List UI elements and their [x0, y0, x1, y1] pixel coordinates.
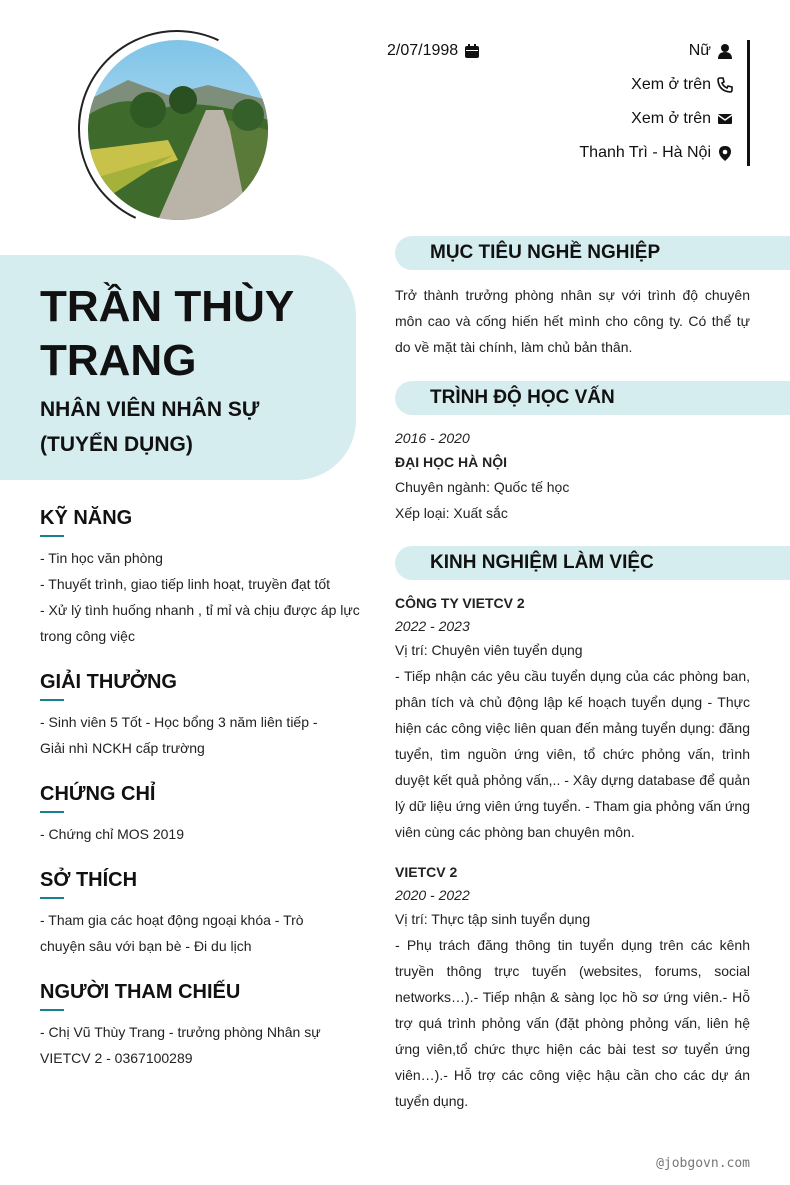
job-company: CÔNG TY VIETCV 2 [395, 595, 525, 611]
objective-header [395, 236, 790, 270]
certificates-text: - Chứng chỉ MOS 2019 [40, 826, 184, 842]
references-text: - Chị Vũ Thùy Trang - trưởng phòng Nhân sự VIETCV 2 - 0367100289 [40, 1024, 321, 1066]
certificates-heading: CHỨNG CHỈ [40, 783, 156, 805]
experience-heading: KINH NGHIỆM LÀM VIỆC [430, 552, 654, 573]
job-title-line-1: NHÂN VIÊN NHÂN SỰ [40, 398, 260, 421]
hobbies-text: - Tham gia các hoạt động ngoại khóa - Trò chuyện sâu với bạn bè - Đi du lịch [40, 912, 304, 954]
certificates-underline [40, 811, 64, 813]
job-period: 2020 - 2022 [395, 887, 470, 903]
awards-underline [40, 699, 64, 701]
gender-text: Nữ [688, 42, 711, 59]
email-row [631, 110, 733, 128]
job-title [40, 392, 259, 462]
phone-text: Xem ở trên [631, 76, 711, 93]
job-entry [395, 860, 750, 1114]
gender-row [689, 42, 733, 60]
email-text: Xem ở trên [631, 110, 711, 127]
calendar-icon [464, 43, 480, 59]
education-grade: Xếp loại: Xuất sắc [395, 505, 508, 521]
hobbies-heading: SỞ THÍCH [40, 869, 138, 891]
contact-block [387, 40, 750, 166]
avatar [88, 40, 268, 220]
address-row [579, 144, 733, 162]
education-major: Chuyên ngành: Quốc tế học [395, 479, 570, 495]
references-heading: NGƯỜI THAM CHIẾU [40, 981, 241, 1003]
education-school: ĐẠI HỌC HÀ NỘI [395, 454, 507, 470]
skill-item: - Tin học văn phòng [40, 550, 163, 566]
job-company: VIETCV 2 [395, 864, 458, 880]
job-position: Vị trí: Chuyên viên tuyển dụng [395, 642, 583, 658]
hobbies-underline [40, 897, 64, 899]
address-text: Thanh Trì - Hà Nội [579, 144, 711, 161]
birthday-text: 2/07/1998 [387, 42, 459, 59]
skill-item: - Xử lý tình huống nhanh , tỉ mỉ và chịu được áp lực trong công việc [40, 602, 360, 644]
footer-watermark: @jobgovn.com [656, 1156, 750, 1171]
name-line-1: TRẦN THÙY [40, 282, 295, 331]
skills-underline [40, 535, 64, 537]
job-description: - Tiếp nhận các yêu cầu tuyển dụng của các phòng ban, phân tích và chủ động lập kế hoạch tuyển dụng - Thực hiện các công việc liên quan đến mảng tuyển dụng: đăng tuyển, tìm nguồn ứng viên, tổ chức phỏng vấn, trình duyệt kết quả phỏng vấn,.. - Xây dựng database để quản lý dữ liệu ứng viên ứng tuyển. - Tham gia phỏng vấn ứng viên cùng các phòng ban chuyên môn. [395, 668, 750, 840]
education-header [395, 381, 790, 415]
skills-list [40, 545, 360, 649]
avatar-frame [78, 30, 280, 232]
education-period: 2016 - 2020 [395, 430, 470, 446]
education-block [395, 426, 750, 526]
job-description: - Phụ trách đăng thông tin tuyển dụng trên các kênh truyền thông trực tuyến (websites, forums, social networks…).- Tiếp nhận & sàng lọc hồ sơ ứng viên.- Hỗ trợ quá trình phỏng vấn (đặt phòng phỏng vấn, liên hệ ứng viên,tổ chức thực hiện các bài test sơ tuyển ứng viên…).- Hỗ trợ các công việc hậu cần cho các dự án tuyển dụng. [395, 937, 750, 1109]
references-underline [40, 1009, 64, 1011]
name-line-2: TRANG [40, 336, 197, 385]
skill-item: - Thuyết trình, giao tiếp linh hoạt, truyền đạt tốt [40, 576, 331, 592]
location-pin-icon [717, 145, 733, 161]
job-period: 2022 - 2023 [395, 618, 470, 634]
phone-row [631, 76, 733, 94]
job-entry [395, 591, 750, 845]
birthday-row [387, 42, 480, 60]
job-title-line-2: (TUYỂN DỤNG) [40, 433, 193, 456]
full-name [40, 280, 294, 388]
skills-heading: KỸ NĂNG [40, 507, 133, 529]
person-icon [717, 43, 733, 59]
envelope-icon [717, 111, 733, 127]
objective-text: Trở thành trưởng phòng nhân sự với trình độ chuyên môn cao và cống hiến hết mình cho công ty. Có thể tự do về mặt tài chính, làm chủ bản thân. [395, 287, 750, 355]
phone-icon [717, 77, 733, 93]
objective-heading: MỤC TIÊU NGHỀ NGHIỆP [430, 242, 661, 263]
job-position: Vị trí: Thực tập sinh tuyển dụng [395, 911, 591, 927]
awards-text: - Sinh viên 5 Tốt - Học bổng 3 năm liên tiếp - Giải nhì NCKH cấp trường [40, 714, 318, 756]
experience-header [395, 546, 790, 580]
awards-heading: GIẢI THƯỞNG [40, 671, 177, 693]
education-heading: TRÌNH ĐỘ HỌC VẤN [430, 387, 615, 408]
